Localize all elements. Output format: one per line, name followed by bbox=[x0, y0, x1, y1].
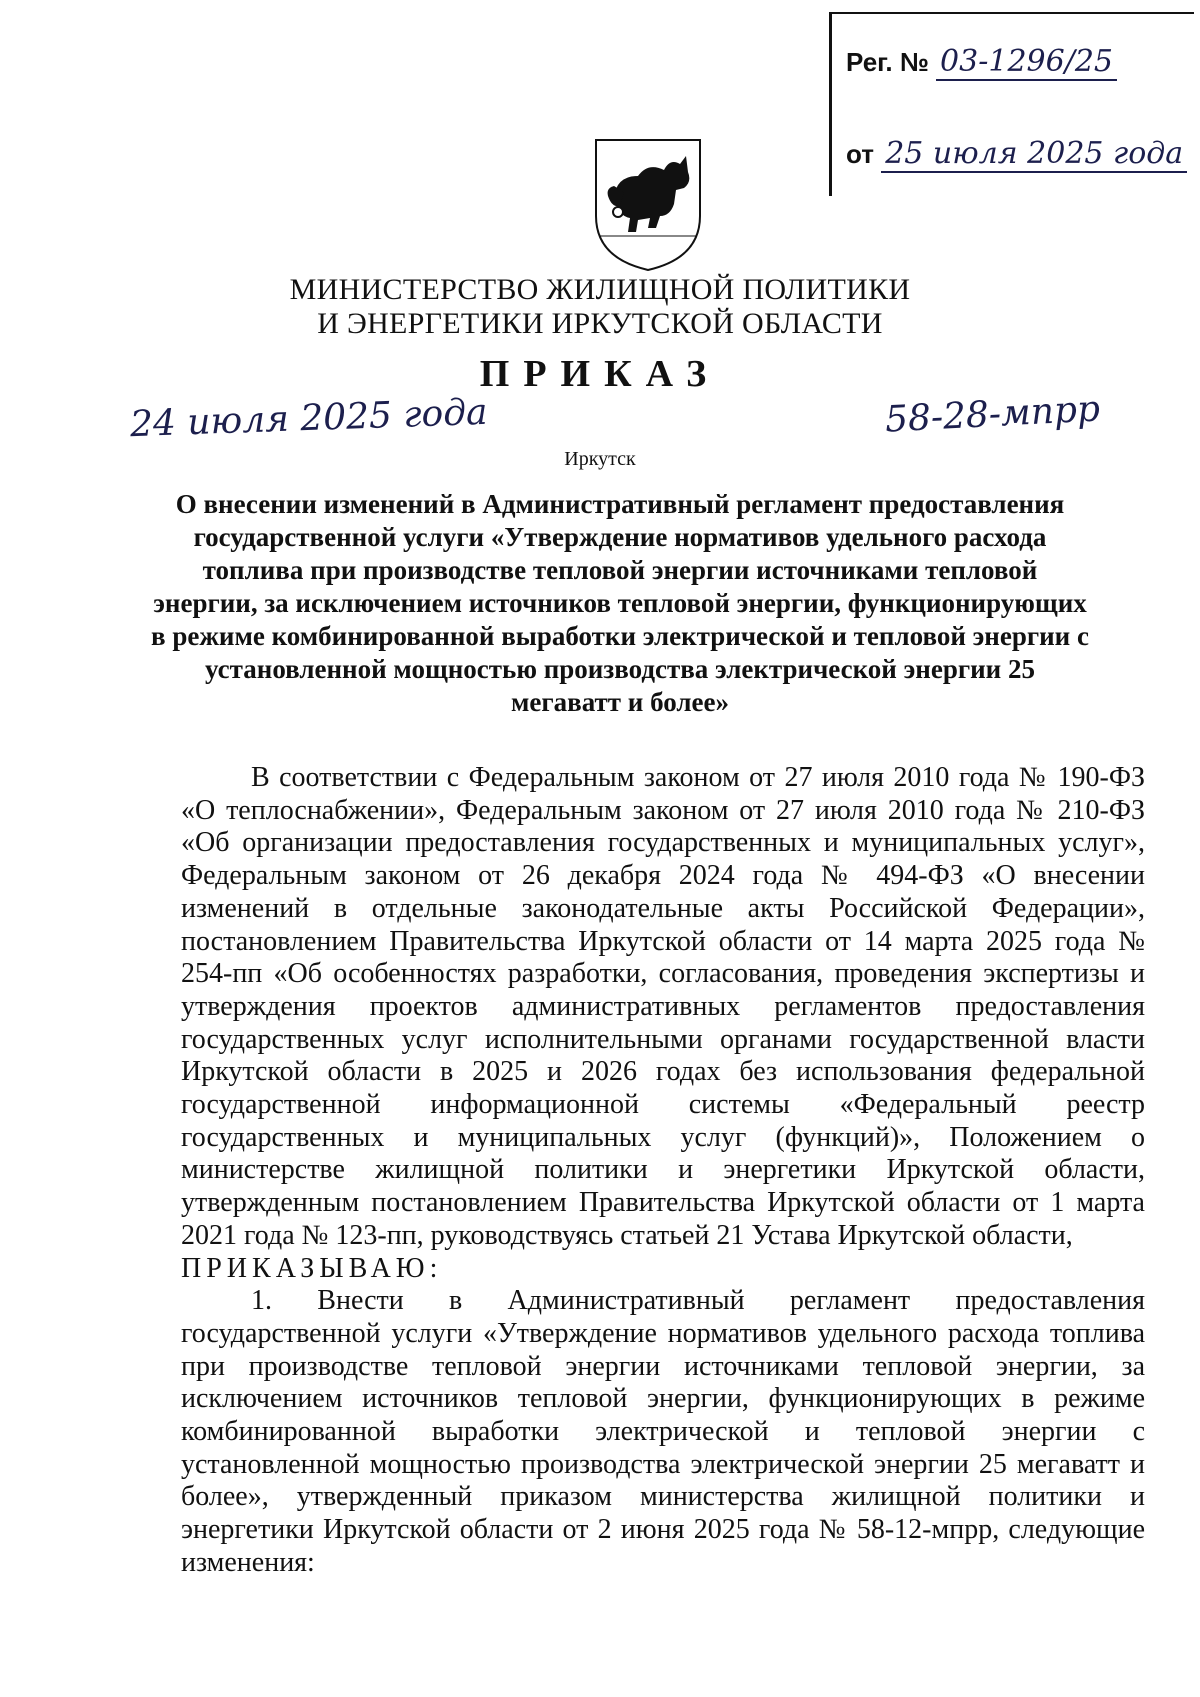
order-item-1: 1. Внести в Административный регламент предоставления государственной услуги «Утверждение нормативов удельного расхода топлива при производстве тепловой энергии источниками тепловой энергии, за исключением источников тепловой энергии, функционирующих в режиме комбинированной выработки электрической и тепловой энергии с установленной мощностью производства электрической энергии 25 мегаватт и более», утвержденный приказом министерства жилищной политики и энергетики Иркутской области от 2 июня 2025 года № 58-12-мпрр, следующие изменения: bbox=[181, 1285, 1145, 1578]
ministry-name-line2: И ЭНЕРГЕТИКИ ИРКУТСКОЙ ОБЛАСТИ bbox=[317, 307, 883, 340]
ministry-name-line1: МИНИСТЕРСТВО ЖИЛИЩНОЙ ПОЛИТИКИ bbox=[289, 273, 911, 306]
reg-date-handwritten: 25 июля 2025 года bbox=[881, 136, 1187, 173]
order-directive: ПРИКАЗЫВАЮ: bbox=[181, 1252, 443, 1284]
registration-stamp bbox=[829, 12, 1194, 196]
reg-date-label: от bbox=[846, 139, 874, 169]
document-type-heading: ПРИКАЗ bbox=[479, 353, 721, 395]
document-body bbox=[181, 762, 1145, 1580]
preamble-paragraph: В соответствии с Федеральным законом от 27 июля 2010 года № 190-ФЗ «О теплоснабжении», Федеральным законом от 27 июля 2010 года № 210-ФЗ «Об организации предоставления государственных и муниципальных услуг», Федеральным законом от 26 декабря 2024 года № 494-ФЗ «О внесении изменений в отдельные законодательные акты Российской Федерации», постановлением Правительства Иркутской области от 14 марта 2025 года № 254-пп «Об особенностях разработки, согласования, проведения экспертизы и утверждения проектов административных регламентов предоставления государственных услуг исполнительными органами государственной власти Иркутской области в 2025 и 2026 годах без использования федеральной государственной информационной системы «Федеральный реестр государственных и муниципальных услуг (функций)», Положением о министерстве жилищной политики и энергетики Иркутской области, утвержденным постановлением Правительства Иркутской области от 1 марта 2021 года № 123-пп, руководствуясь статьей 21 Устава Иркутской области, bbox=[181, 762, 1145, 1251]
reg-label: Рег. № bbox=[846, 47, 929, 77]
handwritten-order-date: 24 июля 2025 года bbox=[129, 391, 489, 446]
issue-city: Иркутск bbox=[564, 448, 636, 470]
reg-number-row bbox=[846, 44, 1117, 79]
reg-date-row bbox=[846, 136, 1187, 171]
irkutsk-coat-of-arms-icon bbox=[590, 136, 706, 274]
handwritten-order-number: 58-28-мпрр bbox=[884, 388, 1102, 441]
document-title: О внесении изменений в Административный регламент предоставления государственной услуги «Утверждение нормативов удельного расхода топлива при производстве тепловой энергии источниками тепловой энергии, за исключением источников тепловой энергии, функционирующих в режиме комбинированной выработки электрической и тепловой энергии с установленной мощностью производства электрической энергии 25 мегаватт и более» bbox=[151, 489, 1089, 717]
reg-number-handwritten: 03-1296/25 bbox=[936, 44, 1117, 81]
